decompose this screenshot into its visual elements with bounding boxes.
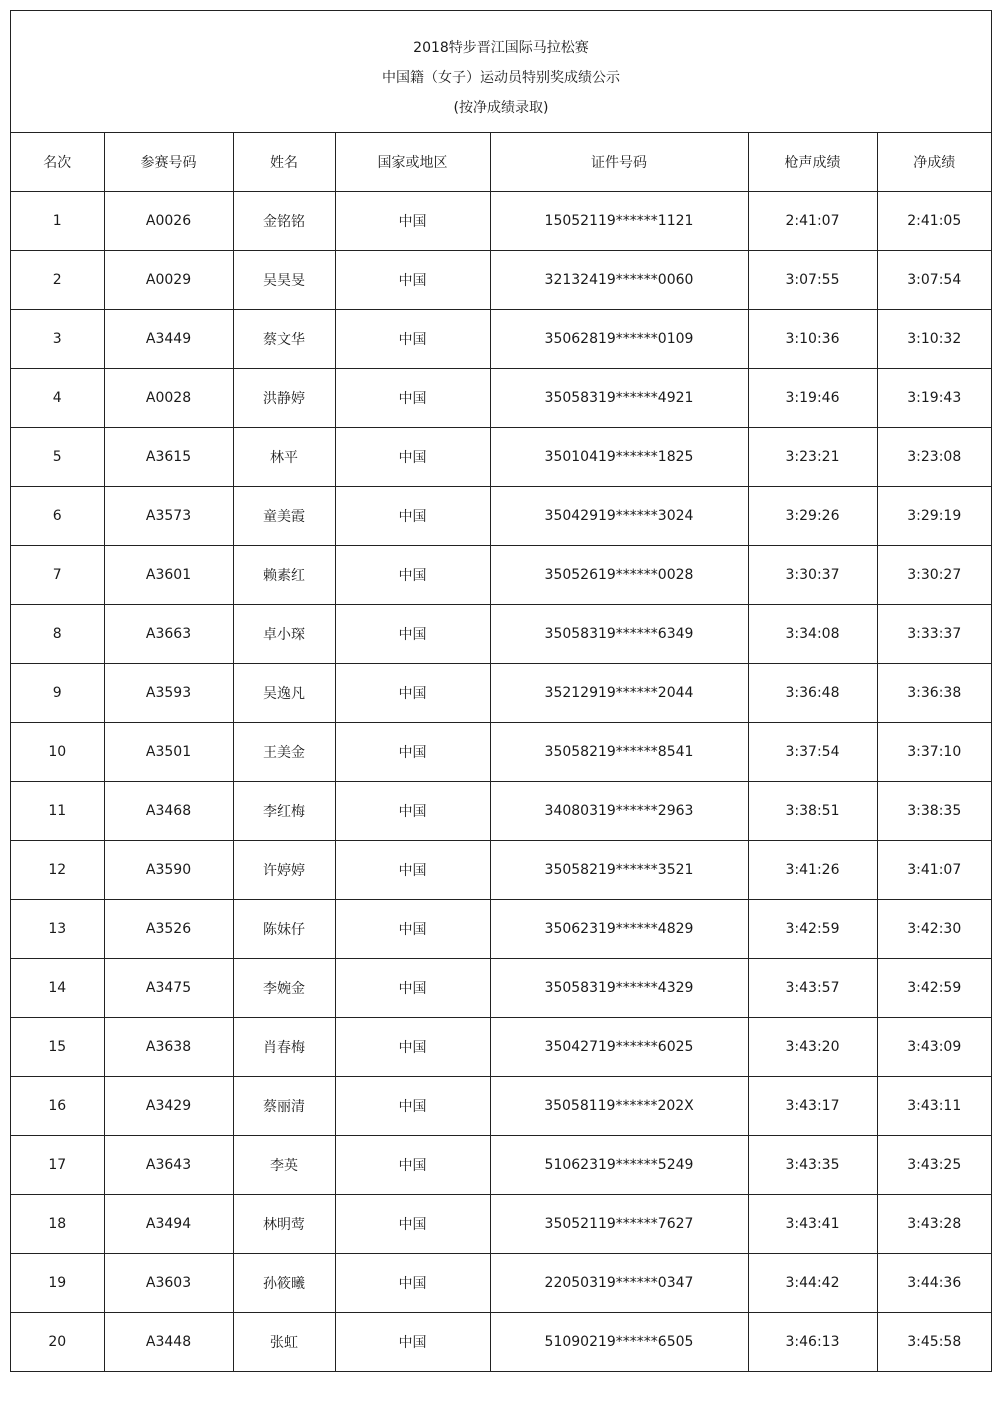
net-time-cell: 3:10:32 <box>877 310 991 369</box>
id-number-cell: 35062819******0109 <box>490 310 748 369</box>
bib-cell: A3638 <box>104 1018 233 1077</box>
gun-time-cell: 3:42:59 <box>748 900 877 959</box>
rank-cell: 14 <box>11 959 104 1018</box>
country-cell: 中国 <box>335 251 490 310</box>
net-time-cell: 3:07:54 <box>877 251 991 310</box>
gun-time-cell: 3:43:20 <box>748 1018 877 1077</box>
country-cell: 中国 <box>335 428 490 487</box>
table-row <box>11 723 991 782</box>
id-number-cell: 35042919******3024 <box>490 487 748 546</box>
rank-cell: 15 <box>11 1018 104 1077</box>
table-row <box>11 487 991 546</box>
table-row <box>11 546 991 605</box>
name-cell: 吴昊旻 <box>233 251 335 310</box>
name-cell: 孙筱曦 <box>233 1254 335 1313</box>
gun-time-cell: 3:43:57 <box>748 959 877 1018</box>
bib-cell: A3501 <box>104 723 233 782</box>
id-number-cell: 35058219******8541 <box>490 723 748 782</box>
country-cell: 中国 <box>335 546 490 605</box>
bib-cell: A3468 <box>104 782 233 841</box>
bib-cell: A3663 <box>104 605 233 664</box>
gun-time-cell: 3:44:42 <box>748 1254 877 1313</box>
gun-time-cell: 3:36:48 <box>748 664 877 723</box>
bib-cell: A3573 <box>104 487 233 546</box>
table-row <box>11 782 991 841</box>
gun-time-cell: 3:07:55 <box>748 251 877 310</box>
ranking-note: (按净成绩录取) <box>453 100 549 116</box>
country-cell: 中国 <box>335 959 490 1018</box>
net-time-cell: 3:30:27 <box>877 546 991 605</box>
rank-cell: 1 <box>11 192 104 251</box>
table-row <box>11 1254 991 1313</box>
name-cell: 许婷婷 <box>233 841 335 900</box>
gun-time-cell: 3:29:26 <box>748 487 877 546</box>
gun-time-cell: 3:37:54 <box>748 723 877 782</box>
table-row <box>11 1077 991 1136</box>
id-number-cell: 35062319******4829 <box>490 900 748 959</box>
net-time-cell: 3:43:28 <box>877 1195 991 1254</box>
results-sheet <box>10 10 992 1372</box>
rank-cell: 8 <box>11 605 104 664</box>
rank-cell: 13 <box>11 900 104 959</box>
bib-cell: A3590 <box>104 841 233 900</box>
rank-cell: 4 <box>11 369 104 428</box>
table-row <box>11 428 991 487</box>
name-cell: 蔡文华 <box>233 310 335 369</box>
gun-time-cell: 3:23:21 <box>748 428 877 487</box>
id-number-cell: 22050319******0347 <box>490 1254 748 1313</box>
net-time-cell: 3:43:11 <box>877 1077 991 1136</box>
rank-cell: 19 <box>11 1254 104 1313</box>
name-cell: 洪静婷 <box>233 369 335 428</box>
net-time-cell: 3:43:25 <box>877 1136 991 1195</box>
id-number-cell: 34080319******2963 <box>490 782 748 841</box>
gun-time-cell: 3:19:46 <box>748 369 877 428</box>
id-number-cell: 35052619******0028 <box>490 546 748 605</box>
column-header-gun-time: 枪声成绩 <box>748 133 877 192</box>
column-header-net-time: 净成绩 <box>877 133 991 192</box>
country-cell: 中国 <box>335 1018 490 1077</box>
net-time-cell: 3:23:08 <box>877 428 991 487</box>
table-row <box>11 1018 991 1077</box>
title-block <box>11 11 991 133</box>
bib-cell: A3615 <box>104 428 233 487</box>
table-row <box>11 959 991 1018</box>
rank-cell: 2 <box>11 251 104 310</box>
rank-cell: 20 <box>11 1313 104 1372</box>
country-cell: 中国 <box>335 841 490 900</box>
country-cell: 中国 <box>335 605 490 664</box>
rank-cell: 9 <box>11 664 104 723</box>
gun-time-cell: 3:30:37 <box>748 546 877 605</box>
country-cell: 中国 <box>335 664 490 723</box>
country-cell: 中国 <box>335 310 490 369</box>
column-header-rank: 名次 <box>11 133 104 192</box>
gun-time-cell: 2:41:07 <box>748 192 877 251</box>
country-cell: 中国 <box>335 1254 490 1313</box>
column-header-name: 姓名 <box>233 133 335 192</box>
gun-time-cell: 3:34:08 <box>748 605 877 664</box>
country-cell: 中国 <box>335 487 490 546</box>
gun-time-cell: 3:43:35 <box>748 1136 877 1195</box>
net-time-cell: 3:43:09 <box>877 1018 991 1077</box>
name-cell: 赖素红 <box>233 546 335 605</box>
table-row <box>11 605 991 664</box>
name-cell: 肖春梅 <box>233 1018 335 1077</box>
table-row <box>11 841 991 900</box>
gun-time-cell: 3:46:13 <box>748 1313 877 1372</box>
net-time-cell: 3:42:59 <box>877 959 991 1018</box>
rank-cell: 6 <box>11 487 104 546</box>
country-cell: 中国 <box>335 782 490 841</box>
net-time-cell: 3:41:07 <box>877 841 991 900</box>
country-cell: 中国 <box>335 192 490 251</box>
id-number-cell: 51090219******6505 <box>490 1313 748 1372</box>
name-cell: 李婉金 <box>233 959 335 1018</box>
country-cell: 中国 <box>335 900 490 959</box>
net-time-cell: 3:38:35 <box>877 782 991 841</box>
rank-cell: 3 <box>11 310 104 369</box>
gun-time-cell: 3:43:17 <box>748 1077 877 1136</box>
table-row <box>11 664 991 723</box>
award-title: 中国籍（女子）运动员特别奖成绩公示 <box>382 70 620 86</box>
table-row <box>11 1313 991 1372</box>
table-row <box>11 251 991 310</box>
net-time-cell: 3:29:19 <box>877 487 991 546</box>
name-cell: 陈妹仔 <box>233 900 335 959</box>
name-cell: 蔡丽清 <box>233 1077 335 1136</box>
name-cell: 王美金 <box>233 723 335 782</box>
table-row <box>11 369 991 428</box>
bib-cell: A0026 <box>104 192 233 251</box>
table-row <box>11 1195 991 1254</box>
column-header-bib: 参赛号码 <box>104 133 233 192</box>
rank-cell: 7 <box>11 546 104 605</box>
bib-cell: A3603 <box>104 1254 233 1313</box>
bib-cell: A3449 <box>104 310 233 369</box>
id-number-cell: 35058319******6349 <box>490 605 748 664</box>
event-title: 2018特步晋江国际马拉松赛 <box>413 40 589 56</box>
name-cell: 金铭铭 <box>233 192 335 251</box>
net-time-cell: 2:41:05 <box>877 192 991 251</box>
net-time-cell: 3:42:30 <box>877 900 991 959</box>
country-cell: 中国 <box>335 723 490 782</box>
column-header-country: 国家或地区 <box>335 133 490 192</box>
id-number-cell: 35042719******6025 <box>490 1018 748 1077</box>
bib-cell: A3494 <box>104 1195 233 1254</box>
table-row <box>11 1136 991 1195</box>
id-number-cell: 15052119******1121 <box>490 192 748 251</box>
country-cell: 中国 <box>335 369 490 428</box>
bib-cell: A0029 <box>104 251 233 310</box>
name-cell: 李英 <box>233 1136 335 1195</box>
header-row <box>11 133 991 192</box>
bib-cell: A3526 <box>104 900 233 959</box>
bib-cell: A3448 <box>104 1313 233 1372</box>
bib-cell: A3475 <box>104 959 233 1018</box>
name-cell: 张虹 <box>233 1313 335 1372</box>
rank-cell: 5 <box>11 428 104 487</box>
gun-time-cell: 3:41:26 <box>748 841 877 900</box>
rank-cell: 11 <box>11 782 104 841</box>
gun-time-cell: 3:10:36 <box>748 310 877 369</box>
name-cell: 吴逸凡 <box>233 664 335 723</box>
results-table <box>11 133 991 1371</box>
rank-cell: 18 <box>11 1195 104 1254</box>
id-number-cell: 35010419******1825 <box>490 428 748 487</box>
id-number-cell: 35058219******3521 <box>490 841 748 900</box>
name-cell: 李红梅 <box>233 782 335 841</box>
gun-time-cell: 3:38:51 <box>748 782 877 841</box>
table-row <box>11 900 991 959</box>
net-time-cell: 3:37:10 <box>877 723 991 782</box>
name-cell: 林平 <box>233 428 335 487</box>
id-number-cell: 51062319******5249 <box>490 1136 748 1195</box>
table-row <box>11 192 991 251</box>
bib-cell: A0028 <box>104 369 233 428</box>
country-cell: 中国 <box>335 1313 490 1372</box>
country-cell: 中国 <box>335 1195 490 1254</box>
id-number-cell: 32132419******0060 <box>490 251 748 310</box>
net-time-cell: 3:19:43 <box>877 369 991 428</box>
net-time-cell: 3:44:36 <box>877 1254 991 1313</box>
rank-cell: 10 <box>11 723 104 782</box>
id-number-cell: 35058119******202X <box>490 1077 748 1136</box>
net-time-cell: 3:33:37 <box>877 605 991 664</box>
name-cell: 林明莺 <box>233 1195 335 1254</box>
name-cell: 卓小琛 <box>233 605 335 664</box>
country-cell: 中国 <box>335 1077 490 1136</box>
id-number-cell: 35058319******4329 <box>490 959 748 1018</box>
id-number-cell: 35052119******7627 <box>490 1195 748 1254</box>
table-row <box>11 310 991 369</box>
bib-cell: A3429 <box>104 1077 233 1136</box>
rank-cell: 12 <box>11 841 104 900</box>
country-cell: 中国 <box>335 1136 490 1195</box>
rank-cell: 16 <box>11 1077 104 1136</box>
bib-cell: A3593 <box>104 664 233 723</box>
id-number-cell: 35058319******4921 <box>490 369 748 428</box>
gun-time-cell: 3:43:41 <box>748 1195 877 1254</box>
column-header-id-number: 证件号码 <box>490 133 748 192</box>
net-time-cell: 3:45:58 <box>877 1313 991 1372</box>
bib-cell: A3643 <box>104 1136 233 1195</box>
bib-cell: A3601 <box>104 546 233 605</box>
net-time-cell: 3:36:38 <box>877 664 991 723</box>
rank-cell: 17 <box>11 1136 104 1195</box>
name-cell: 童美霞 <box>233 487 335 546</box>
id-number-cell: 35212919******2044 <box>490 664 748 723</box>
